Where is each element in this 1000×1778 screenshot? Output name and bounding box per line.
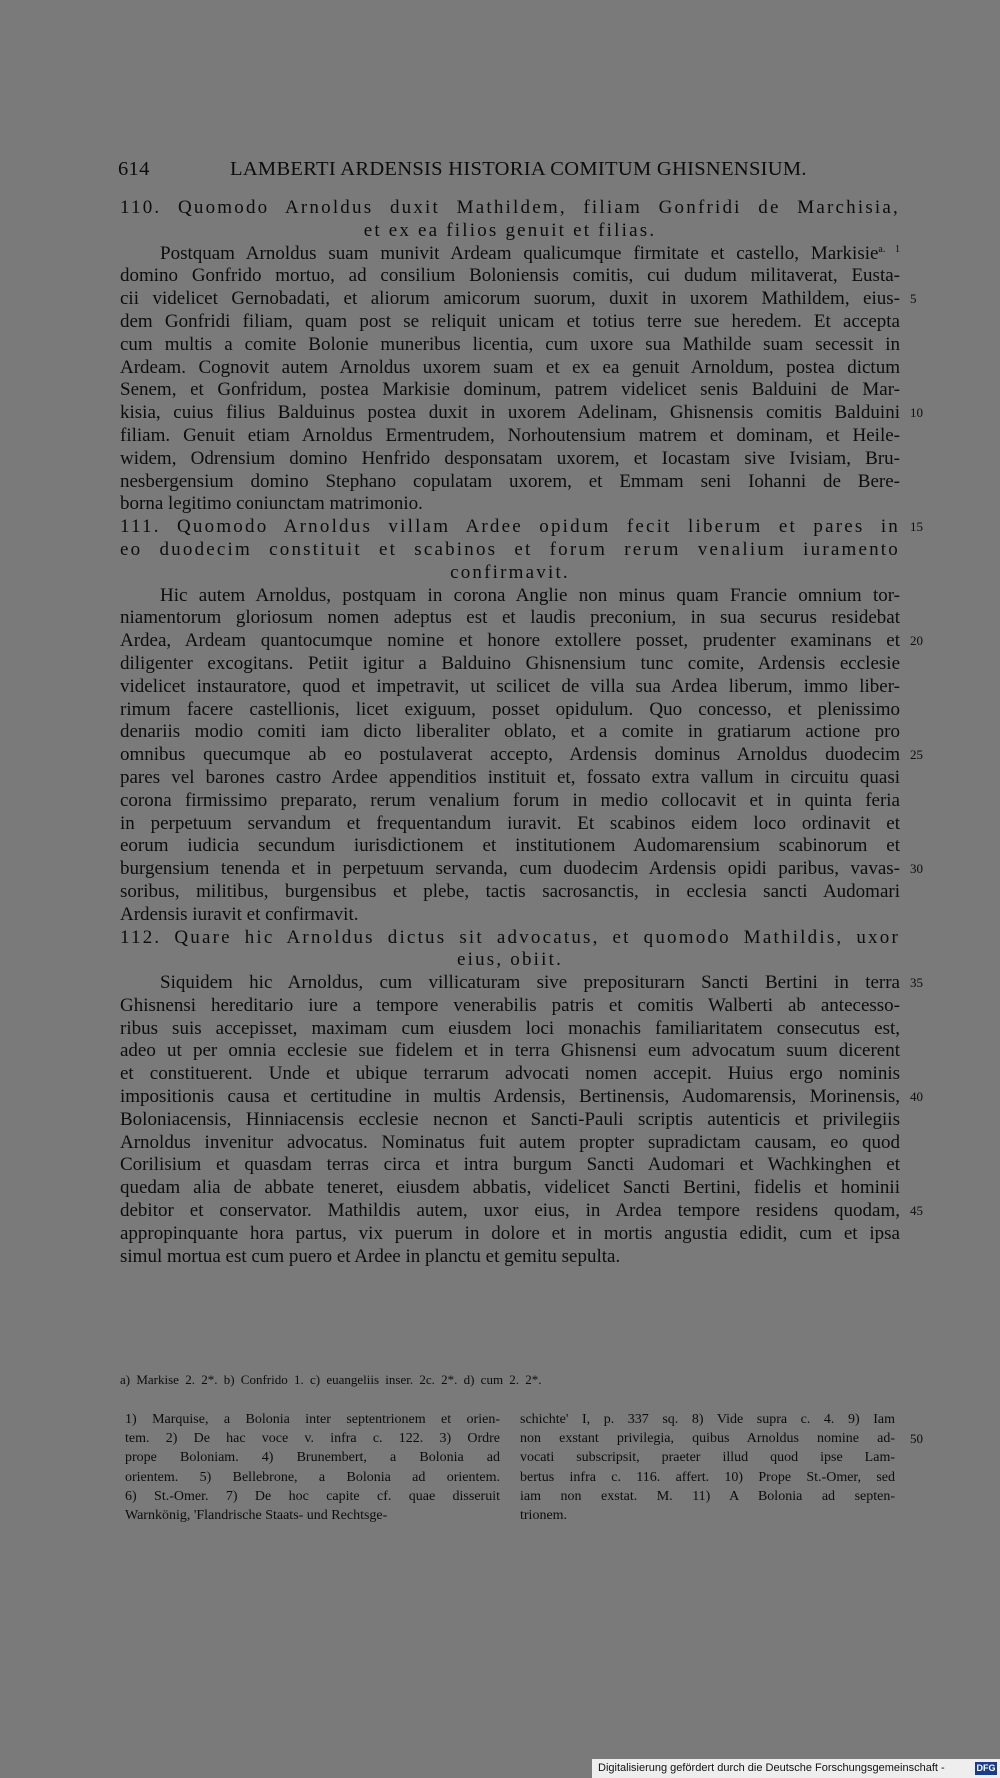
text-line-content: widem, Odrensium domino Henfrido desponsatam uxorem, et Iocastam sive Ivisiam, Bru- [120, 447, 900, 469]
chapter-title-line: 112. Quare hic Arnoldus dictus sit advocatus, et quomodo Mathildis, uxor [120, 926, 900, 948]
main-text [120, 197, 923, 1268]
text-line [120, 790, 900, 813]
chapter-title-line: et ex ea filios genuit et filias. [363, 219, 657, 241]
text-line-content: debitor et conservator. Mathildis autem, uxor eius, in Ardea tempore residens quodam, [120, 1200, 900, 1222]
text-line [120, 1223, 900, 1246]
footnote-text: Warnkönig, 'Flandrische Staats- und Rechtsge- [125, 1507, 388, 1523]
text-line-content: ribus suis accepisset, maximam cum eiusdem loci monachis familiaritatem consecutus est, [120, 1017, 900, 1039]
page-header [118, 158, 903, 186]
text-line [120, 493, 900, 516]
text-line [120, 721, 900, 744]
footnotes-right [520, 1410, 923, 1525]
digitization-credit [592, 1759, 1000, 1778]
footnote-line [125, 1468, 500, 1487]
footnote-text: tem. 2) De hac voce v. infra c. 122. 3) Ordre [125, 1431, 500, 1447]
text-line-content: Postquam Arnoldus suam munivit Ardeam qualicumque firmitate et castello, Markisie [160, 242, 879, 264]
text-line-content: cii videlicet Gernobadati, et aliorum amicorum suorum, duxit in uxorem Mathildem, eius- [120, 288, 900, 310]
text-line-content: videlicet instauratore, quod et impetravit, ut scilicet de villa sua Ardea liberum, immo liber- [120, 675, 900, 697]
footnote-line [125, 1506, 500, 1525]
text-line [120, 425, 900, 448]
text-line-content: Hic autem Arnoldus, postquam in corona Anglie non minus quam Francie omnium tor- [160, 584, 900, 606]
text-line [120, 1246, 900, 1269]
footnote-text: bertus infra c. 116. affert. 10) Prope St.-Omer, sed [520, 1469, 895, 1485]
chapter-title [120, 197, 900, 243]
chapter-title-line [120, 516, 923, 539]
chapter-title-line: 110. Quomodo Arnoldus duxit Mathildem, filiam Gonfridi de Marchisia, [120, 197, 900, 218]
chapter-section [120, 516, 923, 926]
text-line [120, 448, 900, 471]
text-line [120, 471, 900, 494]
text-line-content: diligenter excogitans. Petiit igitur a Balduino Ghisnensium tunc comite, Ardensis ecclesie [120, 652, 900, 674]
footnote-marker: a. 1 [878, 243, 900, 255]
text-line [120, 1018, 900, 1041]
text-line-content: rimum facere castellionis, licet exiguum, posset opidulum. Quo concesso, et plenissimo [120, 698, 900, 720]
text-line [120, 630, 923, 653]
text-line-content: Siquidem hic Arnoldus, cum villicaturam sive prepositurarn Sancti Bertini in terra [160, 972, 900, 994]
chapter-title-text: 111. Quomodo Arnoldus villam Ardee opidum fecit liberum et pares in [120, 516, 900, 538]
footnote-text: 1) Marquise, a Bolonia inter septentrionem et orien- [125, 1412, 500, 1427]
text-line-content: nesbergensium domino Stephano copulatam uxorem, et Emmam seni Iohanni de Bere- [120, 470, 900, 492]
text-line [120, 1040, 900, 1063]
text-line [120, 744, 923, 767]
text-line-content: borna legitimo coniunctam matrimonio. [120, 493, 423, 515]
text-line [120, 1109, 900, 1132]
line-number: 45 [910, 1203, 923, 1219]
text-line-content: niamentorum gloriosum nomen adeptus est et laudis preconium, in sua securus residebat [120, 607, 900, 629]
text-line [120, 995, 900, 1018]
text-line [120, 1086, 923, 1109]
footnote-line [520, 1429, 923, 1448]
text-line [120, 767, 900, 790]
text-line [120, 334, 900, 357]
chapter-title-line: eius, obiit. [456, 949, 564, 971]
text-line [120, 288, 917, 311]
text-line-content: burgensium tenenda et in perpetuum servanda, cum duodecim Ardensis opidi paribus, vavas- [120, 858, 900, 880]
chapter-title [120, 927, 900, 973]
variant-notes: a) Markise 2. 2*. b) Confrido 1. c) euangeliis inser. 2c. 2*. d) cum 2. 2*. [120, 1372, 542, 1387]
text-line-content: filiam. Genuit etiam Arnoldus Ermentrudem, Norhoutensium matrem et dominam, et Heile- [120, 424, 900, 446]
text-line [120, 904, 900, 927]
text-line [120, 265, 900, 288]
text-line-content: quedam alia de abbate teneret, eiusdem abbatis, videlicet Sancti Bertini, fidelis et hominii [120, 1177, 900, 1199]
text-line [120, 1132, 900, 1155]
page-number: 614 [118, 158, 150, 180]
text-line [120, 311, 900, 334]
text-line-content: domino Gonfrido mortuo, ad consilium Boloniensis comitis, cui dudum militaverat, Eusta- [120, 265, 900, 287]
text-line-content: Ghisnensi hereditario iure a tempore venerabilis patris et comitis Walberti ab antecesso- [120, 994, 900, 1016]
text-line [120, 357, 900, 380]
text-line [120, 607, 900, 630]
text-line-content: corona firmissimo preparato, rerum venalium forum in medio collocavit et in quinta feria [120, 789, 900, 811]
footnote-line [520, 1487, 895, 1506]
line-number: 40 [910, 1089, 923, 1105]
text-line-content: dem Gonfridi filiam, quam post se reliquit unicam et totius terre sue heredem. Et accepta [120, 310, 900, 332]
text-line-content: pares vel barones castro Ardee appenditios instituit et, fossato extra vallum in circuitu quasi [120, 766, 900, 788]
text-line [120, 1177, 900, 1200]
chapter-title [120, 516, 923, 584]
text-line-content: omnibus quecumque ab eo postulaverat accepto, Ardensis dominus Arnoldus duodecim [120, 744, 900, 766]
text-line-content: Corilisium et quasdam terras circa et intra burgum Sancti Audomari et Wachkinghen et [120, 1154, 900, 1176]
chapter-title-line: eo duodecim constituit et scabinos et forum rerum venalium iuramento [120, 538, 900, 560]
text-line [120, 1200, 923, 1223]
text-line [120, 379, 900, 402]
footnote-line [520, 1506, 895, 1525]
footnote-line [125, 1410, 500, 1429]
footnote-text: vocati subscripsit, praeter illud quod ipse Lam- [520, 1450, 895, 1466]
text-line [120, 835, 900, 858]
text-line [120, 858, 923, 881]
chapter-section [120, 926, 923, 1269]
footnote-text: non exstant privilegia, quibus Arnoldus nomine ad- [520, 1431, 895, 1447]
text-line-content: appropinquante hora partus, vix puerum in dolore et in mortis angustia edidit, cum et ipsa [120, 1222, 900, 1244]
footnotes-left [125, 1410, 500, 1525]
text-line-content: adeo ut per omnia ecclesie sue fidelem et in terra Ghisnensi eum advocatum suum dicerent [120, 1040, 900, 1062]
footnote-text: 6) St.-Omer. 7) De hoc capite cf. quae disseruit [125, 1488, 500, 1504]
footnote-line [520, 1410, 895, 1429]
text-line-content: Boloniacensis, Hinniacensis ecclesie necnon et Sancti-Pauli scriptis autenticis et privilegiis [120, 1108, 900, 1130]
line-number: 30 [910, 861, 923, 877]
dfg-logo-icon: DFG [976, 1763, 996, 1773]
text-line [120, 881, 900, 904]
text-line [120, 699, 900, 722]
text-line [120, 813, 900, 836]
line-number: 10 [910, 405, 923, 421]
footnote-line [520, 1468, 895, 1487]
text-line-content: Ardea, Ardeam quantocumque nomine et honore extollere posset, prudenter examinans et [120, 630, 900, 652]
line-number: 35 [910, 975, 923, 991]
text-line [120, 1063, 900, 1086]
chapter-title-line: confirmavit. [450, 561, 570, 583]
text-line-content: Arnoldus invenitur advocatus. Nominatus fuit autem propter supradictam causam, eo quod [120, 1131, 900, 1153]
chapter-section [120, 197, 923, 516]
text-line [120, 585, 900, 608]
running-title: LAMBERTI ARDENSIS HISTORIA COMITUM GHISNENSIUM. [230, 158, 807, 180]
text-line-content: denariis modio comiti iam dicto liberaliter oblato, et a comite in gratiarum actione pro [120, 721, 900, 743]
text-line [120, 653, 900, 676]
text-line [120, 676, 900, 699]
line-number: 15 [910, 519, 923, 535]
text-line-content: cum multis a comite Bolonie muneribus licentia, cum uxore sua Mathilde suam secessit in [120, 333, 900, 355]
footnote-text: trionem. [520, 1507, 568, 1523]
footnote-line [125, 1429, 500, 1448]
text-line [120, 1154, 900, 1177]
text-line-content: kisia, cuius filius Balduinus postea duxit in uxorem Adelinam, Ghisnensis comitis Balduini [120, 402, 900, 424]
text-line-content: simul mortua est cum puero et Ardee in planctu et gemitu sepulta. [120, 1245, 621, 1267]
credit-text: Digitalisierung gefördert durch die Deutsche Forschungsgemeinschaft - [598, 1762, 945, 1774]
footnote-text: iam non exstat. M. 11) A Bolonia ad septen- [520, 1488, 895, 1504]
text-line-content: Ardensis iuravit et confirmavit. [120, 903, 359, 925]
text-line [120, 402, 923, 425]
footnote-line [520, 1448, 895, 1467]
text-line-content: impositionis causa et certitudine in multis Ardensis, Bertinensis, Audomarensis, Morinensis, [120, 1086, 900, 1108]
line-number: 50 [910, 1431, 923, 1447]
footnote-line [125, 1448, 500, 1467]
text-line-content: soribus, militibus, burgensibus et plebe, tactis sacrosanctis, in ecclesia sancti Audomari [120, 880, 900, 902]
line-number: 25 [910, 747, 923, 763]
footnote-text: schichte' I, p. 337 sq. 8) Vide supra c. 4. 9) Iam [520, 1412, 895, 1427]
text-line-content: eorum iudicia secundum iurisdictionem et institutionem Audomarensium scabinorum et [120, 835, 900, 857]
text-line-content: Ardeam. Cognovit autem Arnoldus uxorem suam et ex ea genuit Arnoldum, postea dictum [120, 356, 900, 378]
line-number: 20 [910, 633, 923, 649]
text-line-content: Senem, et Gonfridum, postea Markisie dominum, patrem videlicet senis Balduini de Mar- [120, 379, 900, 401]
footnote-line [125, 1487, 500, 1506]
text-line [120, 972, 923, 995]
text-line [120, 243, 900, 266]
text-line-content: in perpetuum servandum et frequentandum iuravit. Et scabinos eidem loco ordinavit et [120, 812, 900, 834]
footnote-text: orientem. 5) Bellebrone, a Bolonia ad orientem. [125, 1469, 500, 1485]
text-line-content: et constituerent. Unde et ubique terrarum advocati nomen accepit. Huius ergo nominis [120, 1063, 900, 1085]
line-number: 5 [910, 291, 917, 307]
footnote-text: prope Boloniam. 4) Brunembert, a Bolonia ad [125, 1450, 500, 1466]
